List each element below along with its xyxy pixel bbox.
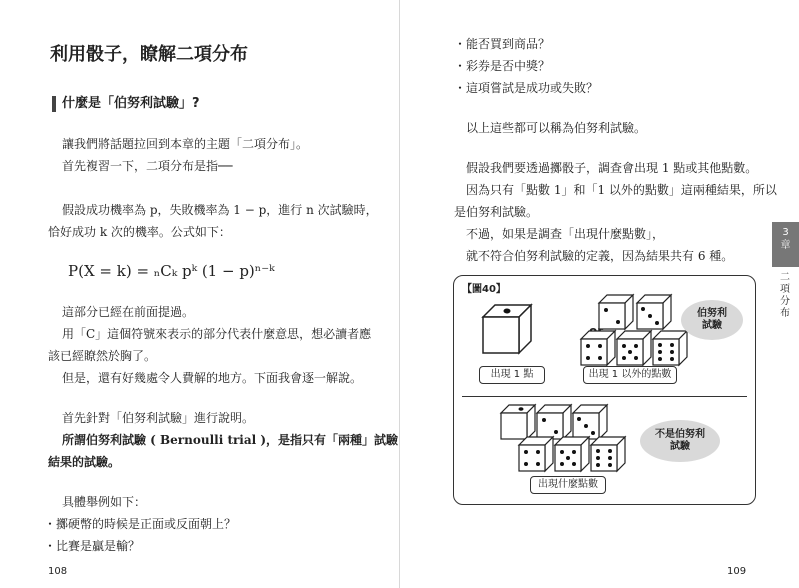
- die-five-small-icon: [555, 437, 589, 471]
- paragraph: 是伯努利試驗。: [454, 205, 539, 219]
- paragraph: 恰好成功 k 次的機率。公式如下：: [48, 225, 231, 239]
- bullet-item: ・比賽是贏是輸？: [44, 539, 141, 553]
- paragraph: 假設成功機率為 p，失敗機率為 1 − p，進行 n 次試驗時，: [62, 203, 378, 217]
- page-gutter: [399, 0, 400, 588]
- paragraph: 具體舉例如下：: [62, 495, 147, 509]
- paragraph: 用「C」這個符號來表示的部分代表什麼意思，想必讀者應: [62, 327, 372, 341]
- die-four-small-icon: [519, 437, 553, 471]
- figure-label: 【圖40】: [462, 284, 506, 295]
- paragraph: 讓我們將話題拉回到本章的主題「二項分布」。: [62, 137, 309, 151]
- bullet-item: ・擲硬幣的時候是正面或反面朝上？: [44, 517, 237, 531]
- die-six-icon: [653, 331, 687, 365]
- label-one-point: 出現 1 點: [479, 366, 545, 384]
- bullet-item: ・能否買到商品？: [454, 37, 551, 51]
- die-five-icon: [617, 331, 651, 365]
- section-heading: 什麼是「伯努利試驗」?: [62, 96, 200, 111]
- chapter-word: 章: [780, 240, 791, 251]
- cloud-text: 試驗: [670, 441, 690, 452]
- paragraph-bold: 結果的試驗。: [48, 455, 121, 469]
- page-number: 109: [727, 566, 747, 577]
- die-six-small-icon: [591, 437, 625, 471]
- paragraph: 但是，還有好幾處令人費解的地方。下面我會逐一解說。: [62, 371, 363, 385]
- paragraph: 這部分已經在前面提過。: [62, 305, 195, 319]
- paragraph: 以上這些都可以稱為伯努利試驗。: [466, 121, 647, 135]
- paragraph-bold: 所謂伯努利試驗 ( Bernoulli trial )，是指只有「兩種」試驗: [62, 433, 399, 447]
- die-four-icon: [581, 331, 615, 365]
- die-three-icon: [637, 295, 671, 329]
- chapter-side-title: 二項分布: [780, 272, 790, 319]
- chapter-tab: [772, 222, 799, 267]
- page-title: 利用骰子，瞭解二項分布: [50, 44, 248, 65]
- paragraph: 就不符合伯努利試驗的定義，因為結果共有 6 種。: [466, 249, 734, 263]
- paragraph: 首先針對「伯努利試驗」進行說明。: [62, 411, 255, 425]
- paragraph: 因為只有「點數 1」和「1 以外的點數」這兩種結果，所以: [466, 183, 777, 197]
- die-one-icon: [483, 305, 531, 353]
- paragraph: 假設我們要透過擲骰子，調查會出現 1 點或其他點數。: [466, 161, 758, 175]
- paragraph: 首先複習一下，二項分布是指──: [62, 159, 233, 173]
- die-three-small-icon: [573, 405, 607, 439]
- bernoulli-cloud: [681, 300, 743, 340]
- die-two-icon: [599, 295, 633, 329]
- bullet-item: ・這項嘗試是成功或失敗？: [454, 81, 599, 95]
- label-what-points: 出現什麼點數: [530, 476, 606, 494]
- chapter-number: 3: [782, 227, 789, 238]
- paragraph: 不過，如果是調查「出現什麼點數」，: [466, 227, 665, 241]
- binomial-formula: P(X = k) = ₙCₖ pᵏ (1 − p)ⁿ⁻ᵏ: [68, 262, 275, 280]
- cloud-text: 不是伯努利: [655, 429, 705, 440]
- die-one-small-icon: [501, 405, 535, 439]
- page-number: 108: [48, 566, 68, 577]
- die-two-small-icon: [537, 405, 571, 439]
- cloud-text: 試驗: [702, 320, 722, 331]
- heading-bar: [52, 96, 56, 112]
- paragraph: 該已經瞭然於胸了。: [48, 349, 157, 363]
- label-other-points: 出現 1 以外的點數: [583, 366, 677, 384]
- bullet-item: ・彩券是否中獎？: [454, 59, 551, 73]
- cloud-text: 伯努利: [697, 308, 727, 319]
- not-bernoulli-cloud: [640, 420, 720, 462]
